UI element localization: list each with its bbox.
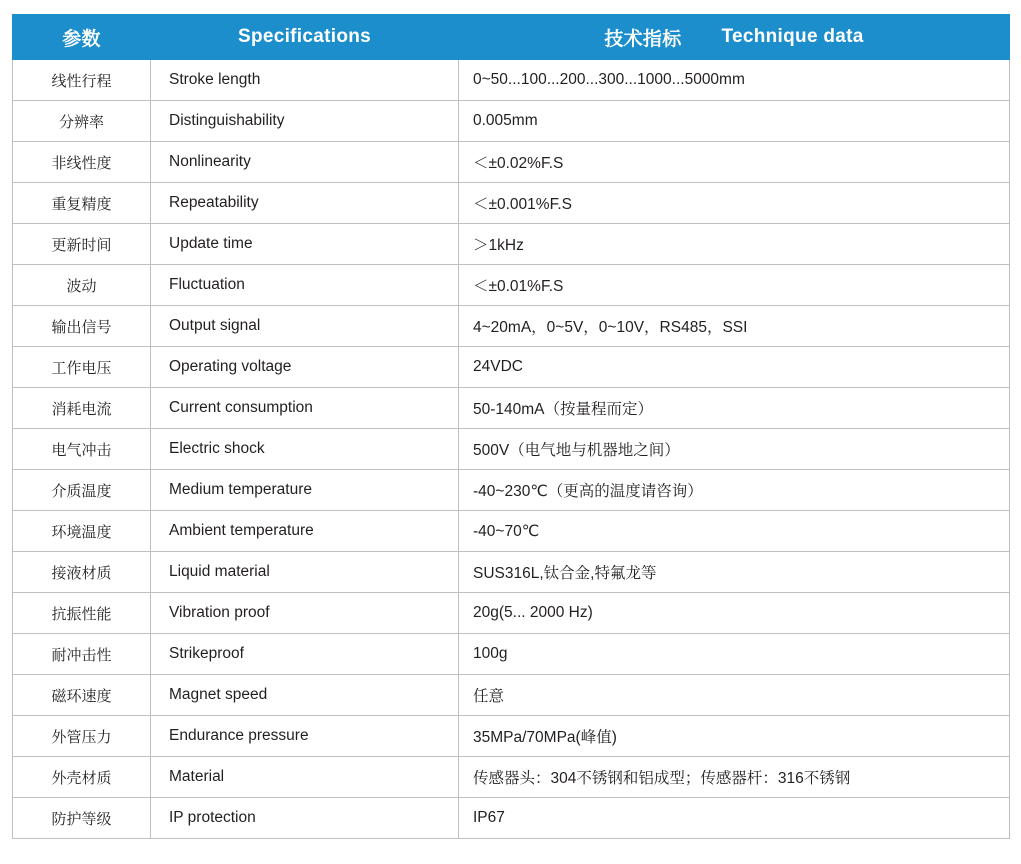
- cell-parameter-cn: 外壳材质: [13, 757, 151, 798]
- cell-technique-value: 4~20mA，0~5V，0~10V，RS485，SSI: [459, 306, 1010, 347]
- cell-technique-value: 任意: [459, 675, 1010, 716]
- cell-technique-value: ＞1kHz: [459, 224, 1010, 265]
- cell-parameter-cn: 磁环速度: [13, 675, 151, 716]
- cell-parameter-en: IP protection: [151, 798, 459, 839]
- header-technique-data-cn: 技术指标: [604, 28, 682, 50]
- table-row: [13, 347, 1010, 388]
- cell-technique-value: 50-140mA（按量程而定）: [459, 388, 1010, 429]
- cell-parameter-cn: 更新时间: [13, 224, 151, 265]
- cell-technique-value: 35MPa/70MPa(峰值): [459, 716, 1010, 757]
- cell-parameter-en: Output signal: [151, 306, 459, 347]
- cell-parameter-en: Liquid material: [151, 552, 459, 593]
- table-row: [13, 757, 1010, 798]
- cell-parameter-en: Magnet speed: [151, 675, 459, 716]
- cell-parameter-cn: 接液材质: [13, 552, 151, 593]
- cell-parameter-en: Fluctuation: [151, 265, 459, 306]
- table-row: [13, 675, 1010, 716]
- cell-parameter-en: Update time: [151, 224, 459, 265]
- cell-parameter-en: Repeatability: [151, 183, 459, 224]
- header-row: [13, 15, 1010, 60]
- cell-parameter-cn: 耐冲击性: [13, 634, 151, 675]
- table-row: [13, 511, 1010, 552]
- cell-parameter-en: Distinguishability: [151, 101, 459, 142]
- cell-parameter-cn: 波动: [13, 265, 151, 306]
- cell-parameter-en: Endurance pressure: [151, 716, 459, 757]
- header-technique-data-en: Technique data: [721, 26, 864, 47]
- cell-technique-value: ＜±0.01%F.S: [459, 265, 1010, 306]
- header-technique-data: [459, 15, 1010, 60]
- header-specifications: Specifications: [151, 15, 459, 60]
- table-row: [13, 183, 1010, 224]
- table-row: [13, 429, 1010, 470]
- cell-parameter-cn: 介质温度: [13, 470, 151, 511]
- cell-technique-value: -40~70℃: [459, 511, 1010, 552]
- cell-parameter-cn: 线性行程: [13, 60, 151, 101]
- cell-technique-value: ＜±0.001%F.S: [459, 183, 1010, 224]
- cell-parameter-cn: 消耗电流: [13, 388, 151, 429]
- cell-parameter-en: Material: [151, 757, 459, 798]
- table-row: [13, 634, 1010, 675]
- cell-technique-value: 100g: [459, 634, 1010, 675]
- cell-technique-value: -40~230℃（更高的温度请咨询）: [459, 470, 1010, 511]
- cell-parameter-cn: 重复精度: [13, 183, 151, 224]
- cell-parameter-en: Medium temperature: [151, 470, 459, 511]
- cell-parameter-cn: 非线性度: [13, 142, 151, 183]
- cell-technique-value: SUS316L,钛合金,特氟龙等: [459, 552, 1010, 593]
- table-row: [13, 470, 1010, 511]
- cell-parameter-cn: 防护等级: [13, 798, 151, 839]
- table-row: [13, 101, 1010, 142]
- cell-parameter-en: Strikeproof: [151, 634, 459, 675]
- cell-technique-value: 20g(5... 2000 Hz): [459, 593, 1010, 634]
- cell-parameter-en: Vibration proof: [151, 593, 459, 634]
- cell-parameter-cn: 外管压力: [13, 716, 151, 757]
- cell-parameter-cn: 电气冲击: [13, 429, 151, 470]
- cell-parameter-cn: 环境温度: [13, 511, 151, 552]
- table-row: [13, 265, 1010, 306]
- cell-technique-value: 500V（电气地与机器地之间）: [459, 429, 1010, 470]
- cell-parameter-cn: 分辨率: [13, 101, 151, 142]
- cell-technique-value: 0.005mm: [459, 101, 1010, 142]
- cell-parameter-cn: 工作电压: [13, 347, 151, 388]
- cell-parameter-cn: 抗振性能: [13, 593, 151, 634]
- table-body: [13, 60, 1010, 839]
- table-row: [13, 552, 1010, 593]
- specifications-table: [12, 14, 1010, 839]
- cell-technique-value: 0~50...100...200...300...1000...5000mm: [459, 60, 1010, 101]
- table-row: [13, 60, 1010, 101]
- table-row: [13, 593, 1010, 634]
- table-row: [13, 716, 1010, 757]
- table-row: [13, 224, 1010, 265]
- cell-technique-value: 24VDC: [459, 347, 1010, 388]
- cell-technique-value: IP67: [459, 798, 1010, 839]
- table-row: [13, 388, 1010, 429]
- cell-parameter-en: Electric shock: [151, 429, 459, 470]
- header-parameter: 参数: [13, 15, 151, 60]
- cell-parameter-en: Operating voltage: [151, 347, 459, 388]
- table-row: [13, 306, 1010, 347]
- cell-technique-value: ＜±0.02%F.S: [459, 142, 1010, 183]
- cell-parameter-en: Ambient temperature: [151, 511, 459, 552]
- table-row: [13, 798, 1010, 839]
- cell-parameter-en: Current consumption: [151, 388, 459, 429]
- table-header: [13, 15, 1010, 60]
- cell-parameter-cn: 输出信号: [13, 306, 151, 347]
- cell-technique-value: 传感器头：304不锈钢和铝成型；传感器杆：316不锈钢: [459, 757, 1010, 798]
- cell-parameter-en: Stroke length: [151, 60, 459, 101]
- cell-parameter-en: Nonlinearity: [151, 142, 459, 183]
- table-row: [13, 142, 1010, 183]
